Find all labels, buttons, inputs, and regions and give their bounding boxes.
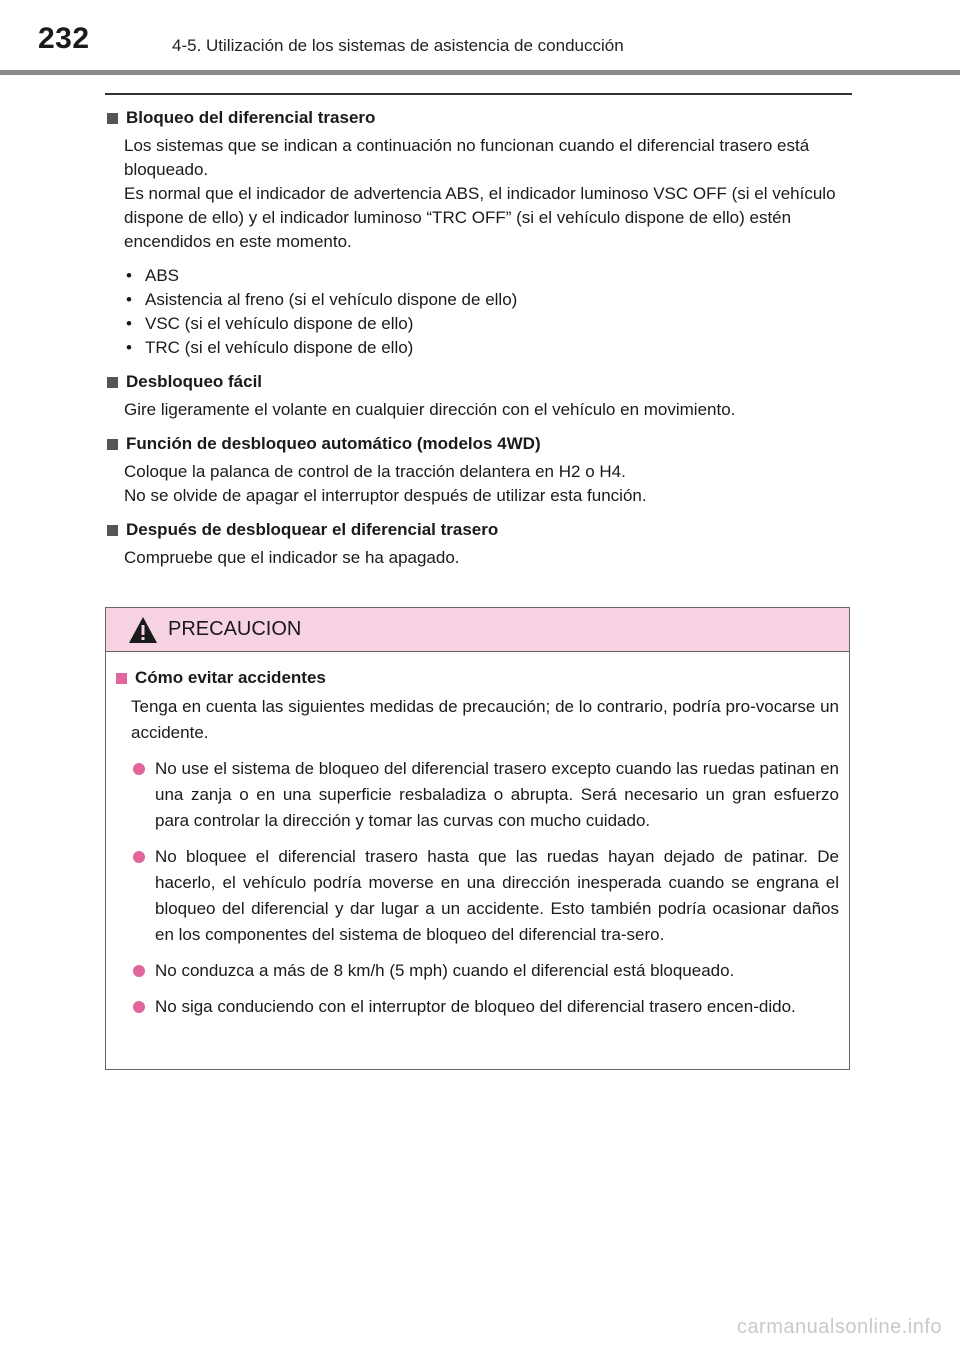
section-square-icon bbox=[107, 439, 118, 450]
caution-item: No siga conduciendo con el interruptor de bloqueo del diferencial trasero encen-dido. bbox=[131, 994, 839, 1020]
section-title: Desbloqueo fácil bbox=[126, 372, 263, 391]
page-number: 232 bbox=[38, 22, 90, 55]
caution-dot-icon bbox=[133, 851, 145, 863]
footer-watermark: carmanualsonline.info bbox=[736, 1316, 942, 1338]
caution-box bbox=[105, 607, 850, 1070]
caution-dot-icon bbox=[133, 763, 145, 775]
bullet-icon: • bbox=[126, 290, 132, 309]
bullet-list bbox=[124, 264, 850, 360]
caution-dot-icon bbox=[133, 1001, 145, 1013]
caution-heading: Cómo evitar accidentes bbox=[135, 668, 326, 687]
caution-item: No bloquee el diferencial trasero hasta que las ruedas hayan dejado de patinar. De hacerlo, el vehículo podría moverse en una dirección inesperada cuando se engrana el bloqueo del diferencial y dar lugar a un accidente. Esto también podría ocasionar daños en los componentes del sistema de bloqueo del diferencial tra-sero. bbox=[131, 844, 839, 948]
caution-body bbox=[106, 652, 849, 1020]
section-square-icon bbox=[107, 113, 118, 124]
header-rule bbox=[0, 70, 960, 75]
section-rear-diff-lock bbox=[105, 106, 850, 360]
list-item: • ABS bbox=[124, 264, 850, 288]
caution-item: No use el sistema de bloqueo del diferencial trasero excepto cuando las ruedas patinan en una zanja o en una superficie resbaladiza o abrupta. Será necesario un gran esfuerzo para controlar la dirección y tomar las curvas con mucho cuidado. bbox=[131, 756, 839, 834]
section-easy-unlock bbox=[105, 370, 850, 422]
section-title: Función de desbloqueo automático (modelos 4WD) bbox=[126, 434, 541, 453]
bullet-icon: • bbox=[126, 266, 132, 285]
section-text: Los sistemas que se indican a continuación no funcionan cuando el diferencial trasero está bloqueado. Es normal que el indicador de advertencia ABS, el indicador luminoso VSC OFF (si el vehículo dispone de ello) y el indicador luminoso “TRC OFF” (si el vehículo dispone de ello) estén encendidos en este momento. bbox=[124, 136, 836, 251]
section-square-icon bbox=[107, 525, 118, 536]
section-text: Gire ligeramente el volante en cualquier dirección con el vehículo en movimiento. bbox=[124, 400, 736, 419]
main-content bbox=[105, 106, 850, 580]
section-title: Después de desbloquear el diferencial trasero bbox=[126, 520, 499, 539]
caution-title: PRECAUCION bbox=[168, 618, 302, 640]
caution-square-icon bbox=[116, 673, 127, 684]
section-after-unlock bbox=[105, 518, 850, 570]
section-title: Bloqueo del diferencial trasero bbox=[126, 108, 376, 127]
warning-triangle-icon bbox=[128, 616, 158, 644]
caution-item: No conduzca a más de 8 km/h (5 mph) cuando el diferencial está bloqueado. bbox=[131, 958, 839, 984]
list-item: • TRC (si el vehículo dispone de ello) bbox=[124, 336, 850, 360]
bullet-icon: • bbox=[126, 338, 132, 357]
caution-dot-icon bbox=[133, 965, 145, 977]
chapter-title: 4-5. Utilización de los sistemas de asistencia de conducción bbox=[172, 36, 624, 55]
section-text: Compruebe que el indicador se ha apagado. bbox=[124, 548, 460, 567]
list-item: • VSC (si el vehículo dispone de ello) bbox=[124, 312, 850, 336]
list-item: • Asistencia al freno (si el vehículo dispone de ello) bbox=[124, 288, 850, 312]
section-rule bbox=[105, 93, 852, 95]
bullet-icon: • bbox=[126, 314, 132, 333]
section-auto-unlock bbox=[105, 432, 850, 508]
caution-header bbox=[106, 608, 849, 652]
section-square-icon bbox=[107, 377, 118, 388]
section-text: Coloque la palanca de control de la tracción delantera en H2 o H4. No se olvide de apagar el interruptor después de utilizar esta función. bbox=[124, 462, 647, 505]
caution-intro: Tenga en cuenta las siguientes medidas de precaución; de lo contrario, podría pro-vocarse un accidente. bbox=[131, 697, 839, 742]
